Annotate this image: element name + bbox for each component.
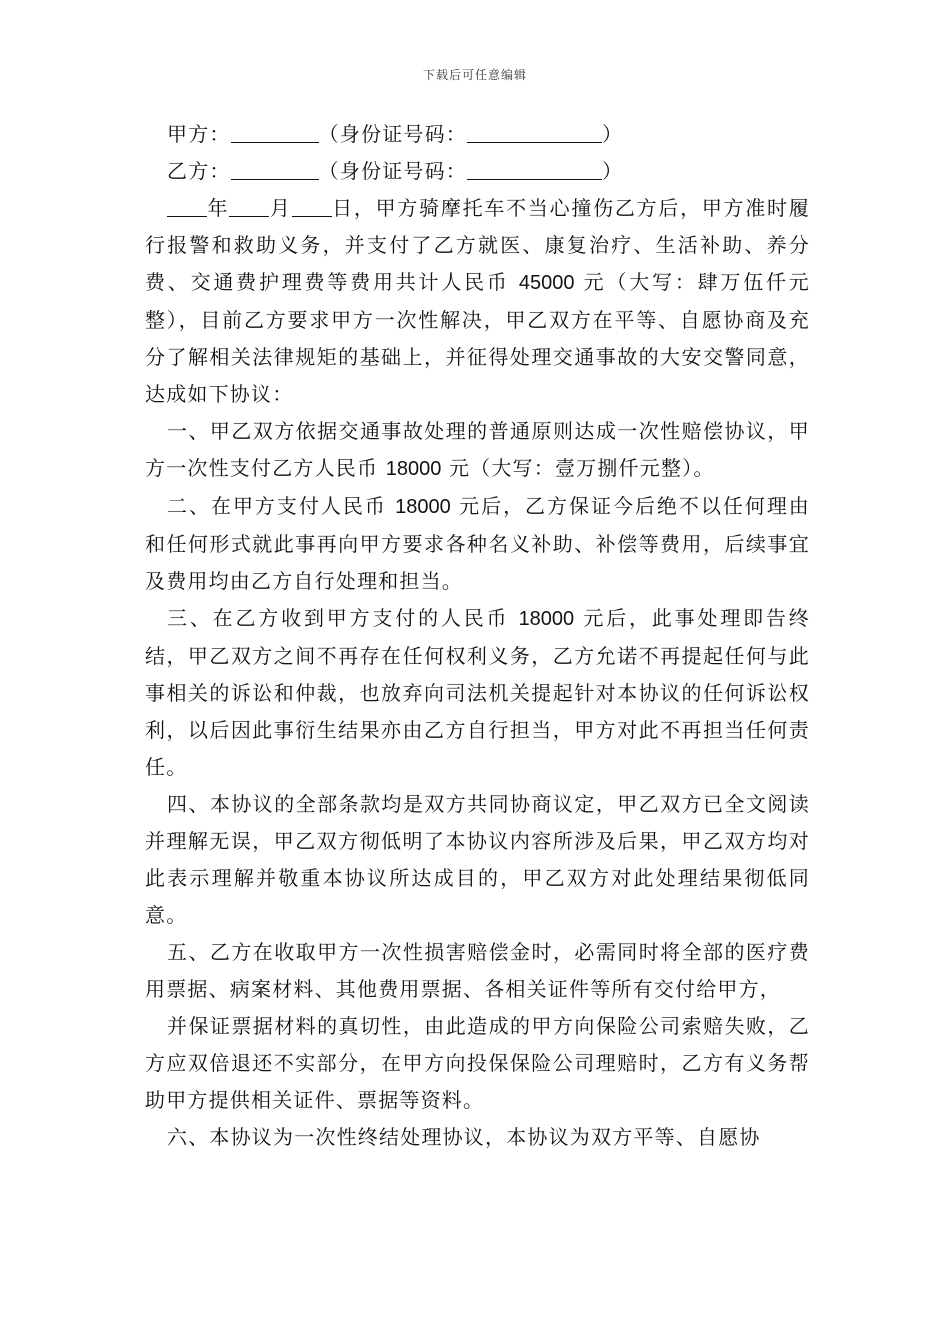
- clause-1: [145, 413, 810, 488]
- clause-1-text-a: 一、甲乙双方依据交通事故处理的普通原则达成一次性赔偿协议，甲方一次性支付乙方人民币: [145, 419, 810, 480]
- party-b-name-blank: [231, 159, 319, 180]
- party-a-id-close: ）: [602, 122, 624, 146]
- party-b-id-close: ）: [602, 159, 624, 183]
- clause-3: [145, 600, 810, 786]
- month-blank: [229, 196, 269, 217]
- party-a-label: 甲方：: [167, 122, 231, 146]
- month-label: 月: [269, 196, 292, 220]
- incident-text-cont: 元（大写：肆万伍仟元整），目前乙方要求甲方一次性解决，甲乙双方在平等、自愿协商及充分了解相关法律规矩的基础上，并征得处理交通事故的大安交警同意，达成如下协议：: [145, 270, 811, 406]
- party-b-line: [145, 153, 810, 190]
- party-a-id-blank: [467, 122, 602, 143]
- clause-3-amount: 18000: [518, 608, 575, 630]
- clause-4: 四、本协议的全部条款均是双方共同协商议定，甲乙双方已全文阅读并理解无误，甲乙双方彻低明了本协议内容所涉及后果，甲乙双方均对此表示理解并敬重本协议所达成目的，甲乙双方对此处理结果彻低同意。: [145, 792, 810, 927]
- clause-5-continued: 并保证票据材料的真切性，由此造成的甲方向保险公司索赔失败，乙方应双倍退还不实部分，在甲方向投保保险公司理赔时，乙方有义务帮助甲方提供相关证件、票据等资料。: [145, 1014, 810, 1112]
- party-a-id-open: （身份证号码：: [318, 122, 468, 146]
- incident-text: 日，甲方骑摩托车不当心撞伤乙方后，甲方准时履行报警和救助义务，并支付了乙方就医、康复治疗、生活补助、养分费、交通费护理费等费用共计人民币: [145, 196, 810, 294]
- party-a-line: [145, 116, 810, 153]
- party-b-id-blank: [467, 159, 602, 180]
- clause-3-text-a: 三、在乙方收到甲方支付的人民币: [167, 606, 510, 630]
- clause-2-text-b: 元后，乙方保证今后绝不以任何理由和任何形式就此事再向甲方要求各种名义补助、补偿等费用，后续事宜及费用均由乙方自行处理和担当。: [145, 494, 811, 593]
- party-b-label: 乙方：: [167, 159, 231, 183]
- clause-1-amount: 18000: [385, 458, 442, 480]
- year-blank: [167, 196, 207, 217]
- clause-6: 六、本协议为一次性终结处理协议，本协议为双方平等、自愿协: [167, 1125, 761, 1149]
- total-amount: 45000: [518, 272, 575, 294]
- party-a-name-blank: [231, 122, 319, 143]
- clause-2-text-a: 二、在甲方支付人民币: [167, 494, 387, 518]
- clause-1-text-b: 元（大写：壹万捌仟元整）。: [448, 456, 715, 480]
- party-b-id-open: （身份证号码：: [318, 159, 468, 183]
- day-blank: [292, 196, 332, 217]
- clause-3-text-b: 元后，此事处理即告终结，甲乙双方之间不再存在任何权利义务，乙方允诺不再提起任何与此事相关的诉讼和仲裁，也放弃向司法机关提起针对本协议的任何诉讼权利，以后因此事衍生结果亦由乙方自行担当，甲方对此不再担当任何责任。: [145, 606, 810, 779]
- agreement-body: [145, 116, 810, 1156]
- clause-5: 五、乙方在收取甲方一次性损害赔偿金时，必需同时将全部的医疗费用票据、病案材料、其他费用票据、各相关证件等所有交付给甲方，: [145, 940, 810, 1001]
- clause-2: [145, 488, 810, 600]
- clause-2-amount: 18000: [395, 496, 451, 518]
- year-label: 年: [207, 196, 230, 220]
- header-note: 下载后可任意编辑: [422, 68, 527, 82]
- incident-paragraph: [145, 190, 810, 413]
